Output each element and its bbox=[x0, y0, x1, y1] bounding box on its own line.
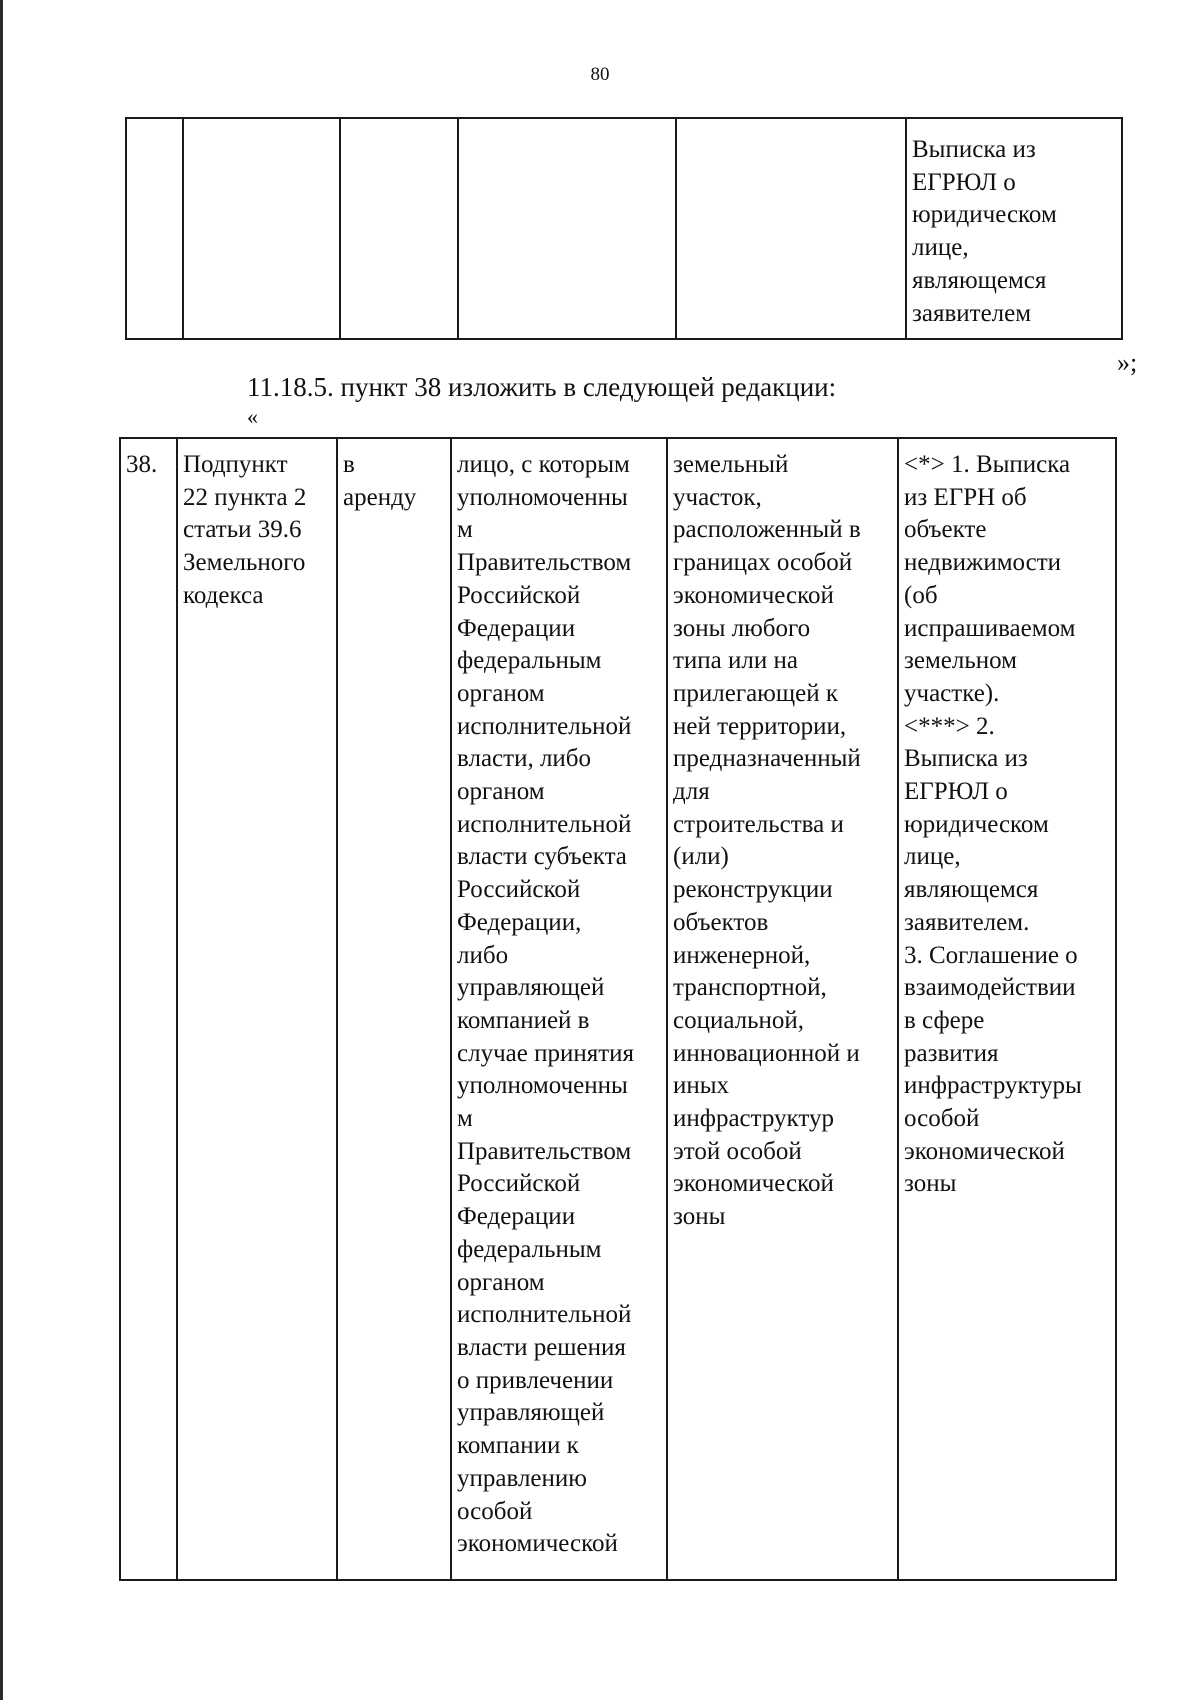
cell-text-line: Выписка из bbox=[912, 136, 1036, 163]
cell-text-line: органом bbox=[457, 1268, 545, 1296]
cell-item-number bbox=[120, 438, 177, 1580]
cell-text-line: участок, bbox=[673, 483, 762, 511]
cell-text-line: земельный bbox=[673, 451, 789, 478]
cell-text-line: для bbox=[673, 778, 710, 806]
cell-text-line: лице, bbox=[904, 843, 961, 871]
cell-text-line: федеральным bbox=[457, 647, 602, 675]
top-table-cell-documents bbox=[906, 118, 1122, 339]
cell-text-line: Российской bbox=[457, 1170, 581, 1198]
cell-text-line: компании к bbox=[457, 1432, 579, 1460]
cell-text-line: прилегающей к bbox=[673, 679, 838, 707]
cell-text-line: 38. bbox=[126, 451, 158, 478]
cell-text-line: власти субъекта bbox=[457, 843, 627, 871]
cell-text-line: управлению bbox=[457, 1464, 587, 1492]
cell-text-line: статьи 39.6 bbox=[183, 516, 302, 544]
cell-text-line: инженерной, bbox=[673, 941, 811, 969]
cell-text-line: Земельного bbox=[183, 549, 306, 577]
cell-text-line: ЕГРЮЛ о bbox=[912, 168, 1016, 196]
cell-text-line: строительства и bbox=[673, 810, 844, 838]
cell-text-line: уполномоченны bbox=[457, 1072, 628, 1100]
cell-text-line: в сфере bbox=[904, 1006, 985, 1034]
cell-text-line: <***> 2. bbox=[904, 712, 995, 740]
cell-text-line: экономической bbox=[457, 1530, 618, 1558]
cell-text-line: недвижимости bbox=[904, 549, 1062, 577]
cell-text-line: объектов bbox=[673, 908, 769, 936]
cell-text-line: иных bbox=[673, 1072, 730, 1100]
cell-text-line: типа или на bbox=[673, 647, 798, 675]
cell-text-line: Российской bbox=[457, 876, 581, 904]
cell-text-line: исполнительной bbox=[457, 1301, 632, 1329]
cell-legal-basis bbox=[177, 438, 337, 1580]
cell-text-line: управляющей bbox=[457, 1399, 605, 1427]
top-table-cell-number bbox=[126, 118, 183, 339]
cell-text-line: органом bbox=[457, 679, 545, 707]
cell-text-line: случае принятия bbox=[457, 1039, 635, 1067]
cell-text-line: исполнительной bbox=[457, 810, 632, 838]
cell-text-line: исполнительной bbox=[457, 712, 632, 740]
top-table-cell-type bbox=[340, 118, 458, 339]
cell-text-line: являющемся bbox=[912, 266, 1047, 294]
page-left-edge bbox=[0, 0, 3, 1700]
cell-text-line: экономической bbox=[673, 581, 834, 609]
cell-text-line: юридическом bbox=[904, 810, 1049, 838]
cell-text-line: реконструкции bbox=[673, 876, 833, 904]
cell-text-line: уполномоченны bbox=[457, 483, 628, 511]
cell-text-line: лице, bbox=[912, 234, 969, 262]
cell-text-line: Выписка из bbox=[904, 745, 1028, 773]
cell-text-line: <*> 1. Выписка bbox=[904, 451, 1071, 478]
top-table-cell-basis bbox=[183, 118, 340, 339]
page-number: 80 bbox=[590, 64, 610, 85]
table-row bbox=[126, 118, 1122, 339]
cell-text-line: Подпункт bbox=[183, 451, 288, 478]
cell-text-line: Федерации, bbox=[457, 908, 582, 936]
cell-text-line: зоны любого bbox=[673, 614, 811, 642]
cell-text-line: Правительством bbox=[457, 549, 632, 577]
cell-text-line: этой особой bbox=[673, 1137, 802, 1165]
cell-text-line: социальной, bbox=[673, 1006, 805, 1034]
cell-text-line: кодекса bbox=[183, 581, 264, 609]
cell-text-line: заявителем bbox=[912, 299, 1032, 327]
cell-text-line: о привлечении bbox=[457, 1366, 614, 1394]
top-table-cell-applicant bbox=[458, 118, 676, 339]
cell-text-line: в bbox=[343, 451, 355, 478]
cell-text-line: ЕГРЮЛ о bbox=[904, 778, 1008, 806]
cell-text-line: испрашиваемом bbox=[904, 614, 1076, 642]
cell-text-line: границах особой bbox=[673, 549, 853, 577]
cell-text-line: особой bbox=[904, 1105, 980, 1133]
cell-text-line: зоны bbox=[904, 1170, 957, 1198]
cell-text-line: федеральным bbox=[457, 1235, 602, 1263]
cell-text-line: власти решения bbox=[457, 1333, 626, 1361]
cell-text-line: м bbox=[457, 516, 473, 544]
cell-text-line: предназначенный bbox=[673, 745, 861, 773]
cell-text-line: (об bbox=[904, 581, 938, 609]
top-table-fragment bbox=[125, 117, 1123, 340]
cell-text-line: Российской bbox=[457, 581, 581, 609]
cell-text-line: компанией в bbox=[457, 1006, 590, 1034]
cell-text-line: Правительством bbox=[457, 1137, 632, 1165]
cell-text-line: инфраструктур bbox=[673, 1105, 834, 1133]
cell-text-line: развития bbox=[904, 1039, 999, 1067]
table-row bbox=[120, 438, 1116, 1580]
cell-text-line: экономической bbox=[904, 1137, 1065, 1165]
cell-land-plot bbox=[667, 438, 898, 1580]
cell-text-line: ней территории, bbox=[673, 712, 847, 740]
cell-documents bbox=[898, 438, 1116, 1580]
cell-text-line: заявителем. bbox=[904, 908, 1030, 936]
cell-text-line: лицо, с которым bbox=[457, 451, 630, 478]
cell-text-line: 3. Соглашение о bbox=[904, 941, 1078, 969]
closing-quote: »; bbox=[1117, 348, 1138, 377]
top-table-cell-object bbox=[676, 118, 906, 339]
cell-text-line: расположенный в bbox=[673, 516, 861, 544]
cell-text-line: управляющей bbox=[457, 974, 605, 1002]
cell-text-line: земельном bbox=[904, 647, 1017, 675]
cell-text-line: зоны bbox=[673, 1203, 726, 1231]
cell-text-line: либо bbox=[457, 941, 509, 969]
cell-text-line: объекте bbox=[904, 516, 987, 544]
cell-text-line: м bbox=[457, 1105, 473, 1133]
cell-text-line: органом bbox=[457, 778, 545, 806]
cell-text-line: инновационной и bbox=[673, 1039, 860, 1067]
cell-text-line: 22 пункта 2 bbox=[183, 483, 307, 511]
amendment-instruction: 11.18.5. пункт 38 изложить в следующей редакции: bbox=[247, 372, 837, 402]
cell-applicant bbox=[451, 438, 667, 1580]
cell-text-line: взаимодействии bbox=[904, 974, 1076, 1002]
cell-provision-type bbox=[337, 438, 451, 1580]
cell-text-line: Федерации bbox=[457, 1203, 576, 1231]
cell-text-line: юридическом bbox=[912, 201, 1057, 229]
cell-text-line: аренду bbox=[343, 483, 417, 511]
cell-text-line: участке). bbox=[904, 679, 1000, 707]
opening-quote: « bbox=[247, 404, 258, 429]
cell-text-line: (или) bbox=[673, 843, 729, 871]
main-table-point-38 bbox=[119, 437, 1117, 1581]
cell-text-line: особой bbox=[457, 1497, 533, 1525]
cell-text-line: инфраструктуры bbox=[904, 1072, 1082, 1100]
cell-text-line: транспортной, bbox=[673, 974, 827, 1002]
cell-text-line: являющемся bbox=[904, 876, 1039, 904]
cell-text-line: из ЕГРН об bbox=[904, 483, 1027, 511]
cell-text-line: экономической bbox=[673, 1170, 834, 1198]
cell-text-line: Федерации bbox=[457, 614, 576, 642]
cell-text-line: власти, либо bbox=[457, 745, 592, 773]
